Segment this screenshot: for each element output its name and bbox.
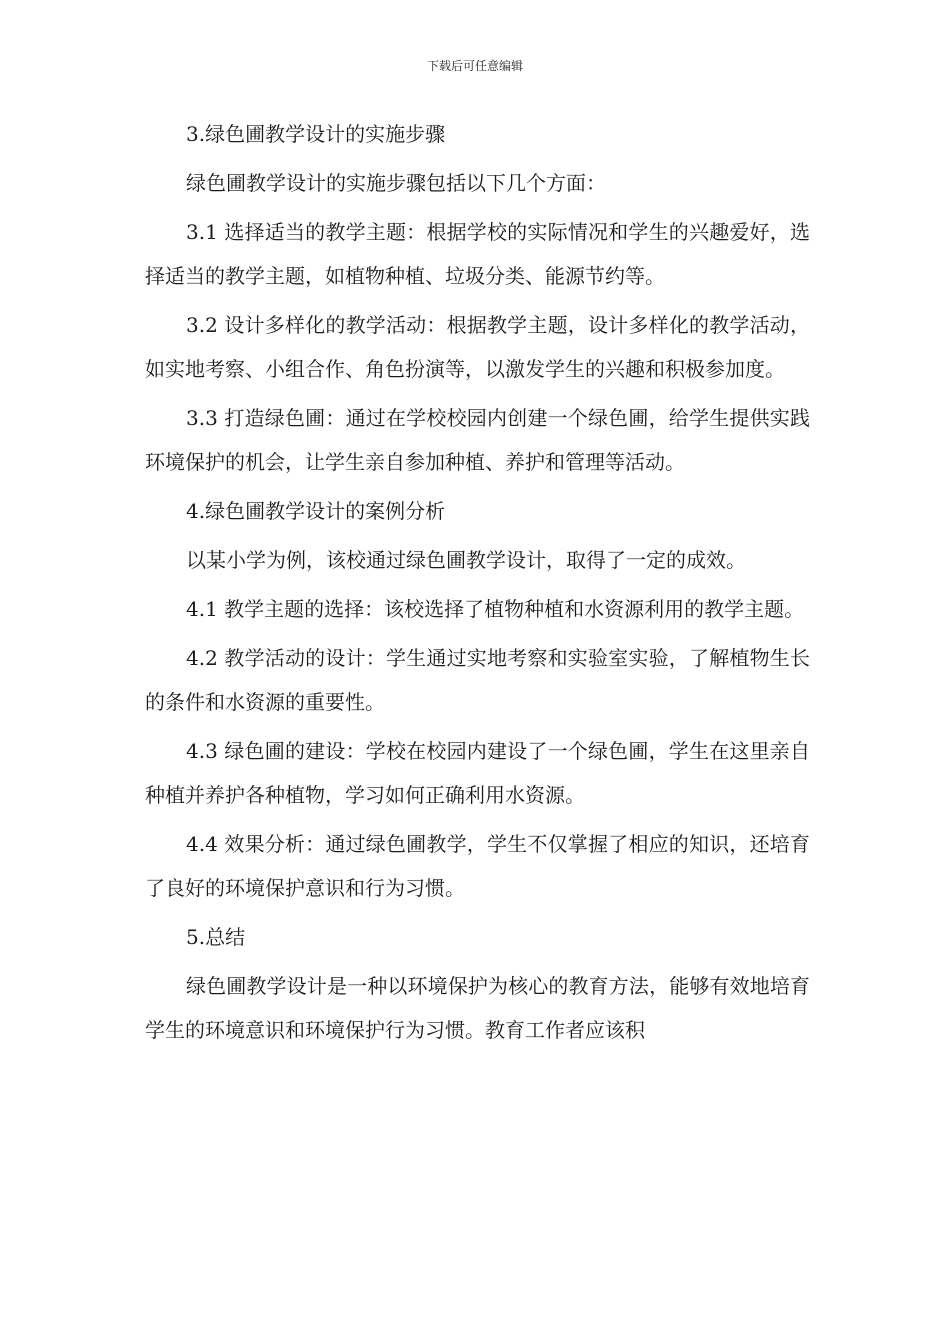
paragraph: 3.1 选择适当的教学主题：根据学校的实际情况和学生的兴趣爱好，选择适当的教学主题，如植物种植、垃圾分类、能源节约等。 bbox=[145, 220, 810, 288]
header-note: 下载后可任意编辑 bbox=[426, 59, 523, 73]
section-heading-5: 5.总结 bbox=[186, 925, 246, 949]
section-heading-3: 3.绿色圃教学设计的实施步骤 bbox=[186, 122, 446, 146]
paragraph: 4.2 教学活动的设计：学生通过实地考察和实验室实验，了解植物生长的条件和水资源的重要性。 bbox=[145, 646, 810, 714]
document-body bbox=[145, 112, 810, 1057]
paragraph: 绿色圃教学设计的实施步骤包括以下几个方面： bbox=[186, 171, 606, 195]
paragraph: 4.4 效果分析：通过绿色圃教学，学生不仅掌握了相应的知识，还培育了良好的环境保护意识和行为习惯。 bbox=[145, 832, 810, 900]
paragraph: 4.3 绿色圃的建设：学校在校园内建设了一个绿色圃，学生在这里亲自种植并养护各种植物，学习如何正确利用水资源。 bbox=[145, 739, 810, 807]
paragraph: 4.1 教学主题的选择：该校选择了植物种植和水资源利用的教学主题。 bbox=[186, 597, 805, 621]
paragraph: 以某小学为例，该校通过绿色圃教学设计，取得了一定的成效。 bbox=[186, 548, 746, 572]
paragraph: 绿色圃教学设计是一种以环境保护为核心的教育方法，能够有效地培育学生的环境意识和环境保护行为习惯。教育工作者应该积 bbox=[145, 974, 810, 1042]
paragraph: 3.3 打造绿色圃：通过在学校校园内创建一个绿色圃，给学生提供实践环境保护的机会，让学生亲自参加种植、养护和管理等活动。 bbox=[145, 406, 810, 474]
paragraph: 3.2 设计多样化的教学活动：根据教学主题，设计多样化的教学活动，如实地考察、小组合作、角色扮演等，以激发学生的兴趣和积极参加度。 bbox=[145, 313, 810, 381]
section-heading-4: 4.绿色圃教学设计的案例分析 bbox=[186, 499, 446, 523]
